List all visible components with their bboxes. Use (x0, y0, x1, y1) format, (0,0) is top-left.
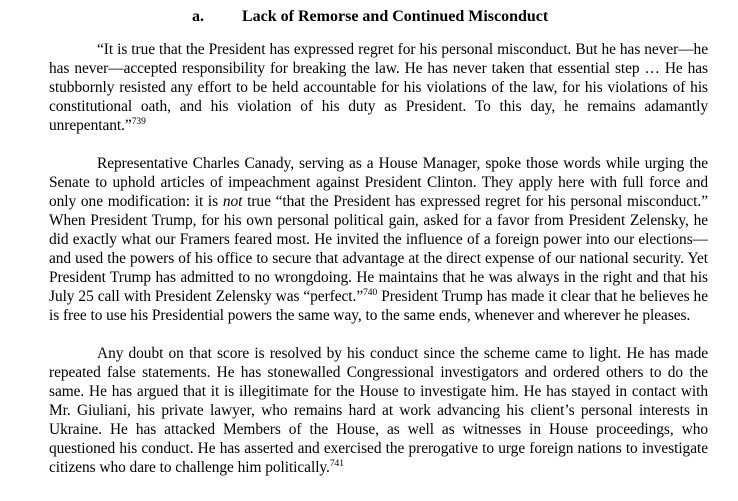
footnote-marker-739[interactable]: 739 (131, 117, 146, 127)
paragraph-text: Representative Charles Canady, serving as a House Manager, spoke those words while urging the Senate to uphold articles of impeachment against President Clinton. They apply here with full force and only one modification: it is (49, 155, 708, 210)
section-number: a. (192, 8, 204, 25)
footnote-marker-740[interactable]: 740 (363, 288, 378, 298)
paragraph-quote (49, 40, 708, 135)
paragraph-text: President Trump has made it clear that he believes he is free to use his Presidential powers the same way, to the same ends, whenever and wherever he pleases. (49, 288, 708, 324)
section-heading (49, 7, 708, 29)
section-title: Lack of Remorse and Continued Misconduct (242, 8, 549, 25)
paragraph-text: “It is true that the President has expressed regret for his personal misconduct. But he has never—he has never—accepted responsibility for breaking the law. He has never taken that essential step … He has stubbornly resisted any effort to be held accountable for his violations of the law, for his violations of his constitutional oath, and his violation of his duty as President. To this day, he remains adamantly unrepentant.” (49, 41, 708, 134)
paragraph-text: true “that the President has expressed regret for his personal misconduct.” When President Trump, for his own personal political gain, asked for a favor from President Zelensky, he did exactly what our Framers feared most. He invited the influence of a foreign power into our elections—and used the powers of his office to secure that advantage at the direct expense of our national security. Yet President Trump has admitted to no wrongdoing. He maintains that he was always in the right and that his July 25 call with President Zelensky was “perfect.” (49, 193, 708, 305)
italic-emphasis: not (222, 193, 243, 210)
paragraph-text: Any doubt on that score is resolved by his conduct since the scheme came to light. He has made repeated false statements. He has stonewalled Congressional investigators and ordered others to do the same. He has argued that it is illegitimate for the House to investigate him. He has stayed in contact with Mr. Giuliani, his private lawyer, who remains hard at work advancing his client’s personal interests in Ukraine. He has attacked Members of the House, as well as witnesses in House proceedings, who questioned his conduct. He has asserted and exercised the prerogative to urge foreign nations to investigate citizens who dare to challenge him politically. (49, 345, 708, 476)
footnote-marker-741[interactable]: 741 (329, 459, 344, 469)
paragraph-canady (49, 154, 708, 325)
paragraph-conduct (49, 344, 708, 477)
document-page (49, 0, 708, 477)
